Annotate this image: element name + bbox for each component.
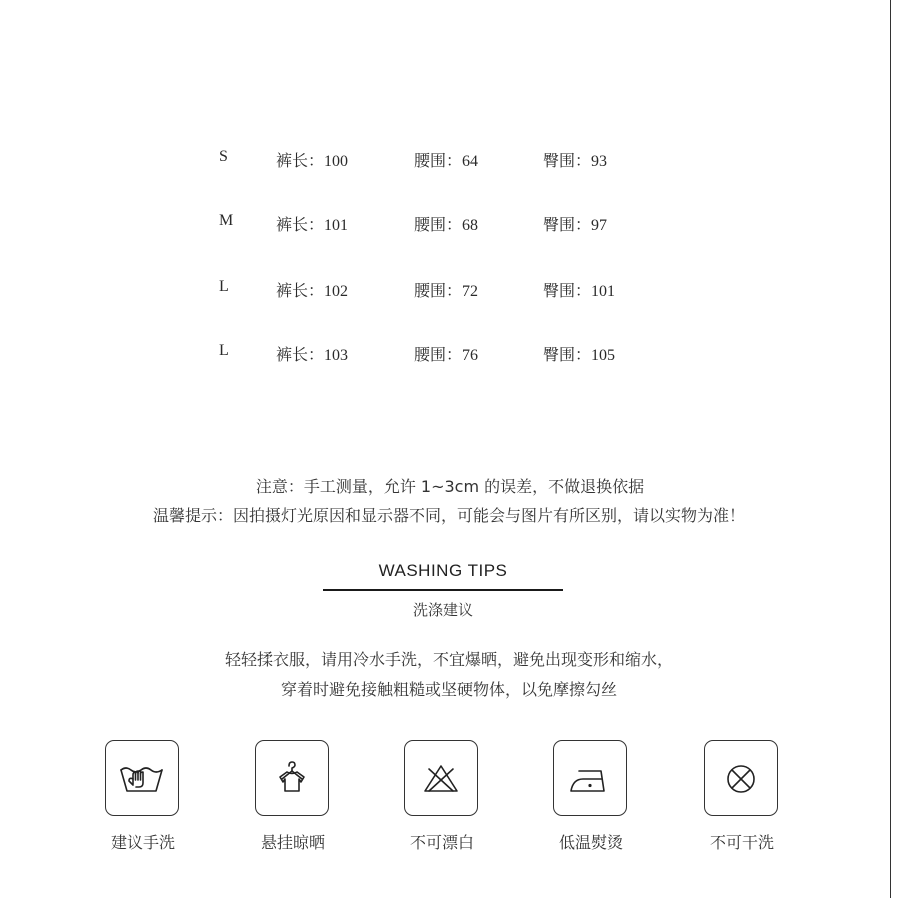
waist: 腰围：64 bbox=[414, 153, 479, 170]
hand-wash-label: 建议手洗 bbox=[110, 833, 175, 852]
no-bleach-label: 不可漂白 bbox=[409, 833, 474, 852]
care-instructions-line-2: 穿着时避免接触粗糙或坚硬物体，以免摩擦勾丝 bbox=[280, 680, 617, 699]
waist: 腰围：68 bbox=[414, 217, 479, 234]
color-warning-note: 温馨提示：因拍摄灯光原因和显示器不同，可能会与图片有所区别，请以实物为准！ bbox=[152, 506, 745, 525]
hip: 臀围：105 bbox=[543, 347, 616, 364]
low-iron-label: 低温熨烫 bbox=[558, 833, 623, 852]
waist: 腰围：72 bbox=[414, 283, 479, 300]
size-label: L bbox=[219, 278, 229, 295]
pant-length: 裤长：103 bbox=[276, 347, 349, 364]
no-dry-clean-icon bbox=[704, 740, 778, 816]
size-label: M bbox=[219, 212, 234, 229]
size-row bbox=[0, 278, 898, 302]
title-divider bbox=[323, 589, 563, 591]
hip: 臀围：93 bbox=[543, 153, 608, 170]
measurement-note: 注意：手工测量，允许 1~3cm 的误差，不做退换依据 bbox=[255, 477, 645, 496]
hip: 臀围：101 bbox=[543, 283, 616, 300]
size-row bbox=[0, 148, 898, 172]
hip: 臀围：97 bbox=[543, 217, 608, 234]
washing-tips-subtitle: 洗涤建议 bbox=[412, 601, 473, 619]
hand-wash-icon bbox=[105, 740, 179, 816]
pant-length: 裤长：101 bbox=[276, 217, 349, 234]
size-label: L bbox=[219, 342, 229, 359]
washing-tips-title: WASHING TIPS bbox=[378, 561, 508, 580]
low-iron-icon bbox=[553, 740, 627, 816]
care-instructions-line-1: 轻轻揉衣服，请用冷水手洗，不宜爆晒，避免出现变形和缩水， bbox=[224, 650, 673, 669]
size-row bbox=[0, 212, 898, 236]
hang-dry-label: 悬挂晾晒 bbox=[260, 833, 325, 852]
hang-dry-icon bbox=[255, 740, 329, 816]
no-dry-clean-label: 不可干洗 bbox=[709, 833, 774, 852]
pant-length: 裤长：100 bbox=[276, 153, 349, 170]
no-bleach-icon bbox=[404, 740, 478, 816]
waist: 腰围：76 bbox=[414, 347, 479, 364]
right-border-line bbox=[890, 0, 891, 898]
size-row bbox=[0, 342, 898, 366]
pant-length: 裤长：102 bbox=[276, 283, 349, 300]
size-label: S bbox=[219, 148, 228, 165]
